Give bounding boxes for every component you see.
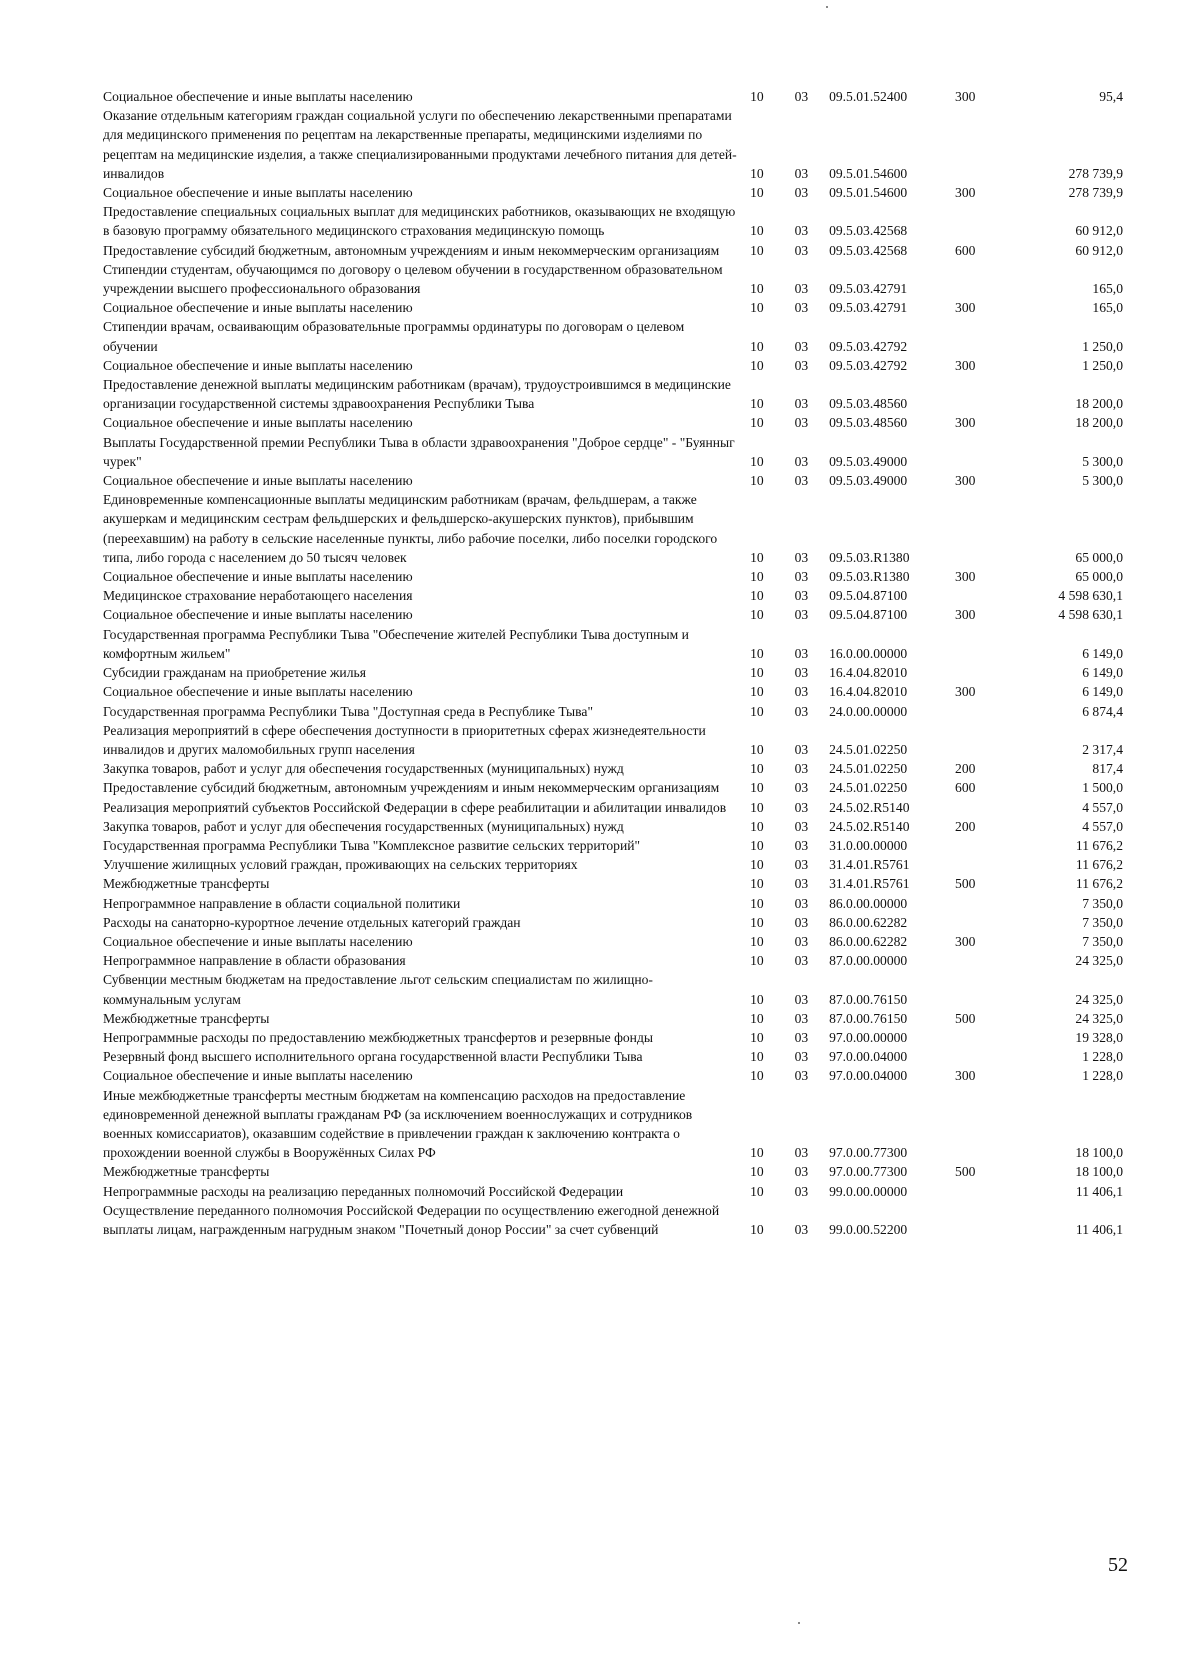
row-expense-type <box>955 317 1007 355</box>
row-target-article: 09.5.01.54600 <box>829 165 908 181</box>
row-subsection: 03 <box>794 473 809 489</box>
row-name: Медицинское страхование неработающего населения <box>103 588 413 604</box>
table-row <box>103 413 1123 432</box>
row-name: Выплаты Государственной премии Республики Тыва в области здравоохранения "Доброе сердце" - "Буянныг чурек" <box>103 434 735 469</box>
row-expense-type <box>955 855 1007 874</box>
row-expense-type: 600 <box>955 780 976 796</box>
row-amount: 11 406,1 <box>1075 1183 1123 1199</box>
row-amount: 65 000,0 <box>1075 569 1123 585</box>
table-row <box>103 663 1123 682</box>
row-subsection: 03 <box>794 1049 809 1065</box>
row-expense-type: 300 <box>955 569 976 585</box>
row-amount: 4 598 630,1 <box>1058 588 1123 604</box>
row-amount: 1 228,0 <box>1082 1068 1123 1084</box>
table-row <box>103 202 1123 240</box>
row-subsection: 03 <box>794 165 809 181</box>
row-amount: 1 250,0 <box>1082 357 1123 373</box>
scan-speck <box>798 1622 800 1624</box>
row-target-article: 09.5.03.48560 <box>829 415 908 431</box>
row-section: 10 <box>750 300 764 316</box>
row-amount: 1 228,0 <box>1082 1049 1123 1065</box>
row-amount: 5 300,0 <box>1082 473 1123 489</box>
row-target-article: 87.0.00.76150 <box>829 991 908 1007</box>
row-section: 10 <box>750 1221 764 1237</box>
row-subsection: 03 <box>794 242 809 258</box>
table-row <box>103 375 1123 413</box>
row-section: 10 <box>750 799 764 815</box>
row-expense-type <box>955 1028 1007 1047</box>
row-subsection: 03 <box>794 761 809 777</box>
row-target-article: 97.0.00.04000 <box>829 1049 908 1065</box>
row-expense-type: 300 <box>955 607 976 623</box>
table-row <box>103 87 1123 106</box>
row-section: 10 <box>750 473 764 489</box>
row-section: 10 <box>750 549 764 565</box>
row-name: Государственная программа Республики Тыва "Доступная среда в Республике Тыва" <box>103 703 593 719</box>
table-row <box>103 1086 1123 1163</box>
row-amount: 18 200,0 <box>1075 396 1123 412</box>
row-expense-type <box>955 586 1007 605</box>
table-row <box>103 1028 1123 1047</box>
row-section: 10 <box>750 741 764 757</box>
row-name: Предоставление специальных социальных выплат для медицинских работников, оказывающих не входящую в базовую программу обязательного медицинского страхования медицинскую помощь <box>103 204 736 239</box>
row-target-article: 16.4.04.82010 <box>829 665 908 681</box>
row-expense-type <box>955 375 1007 413</box>
row-section: 10 <box>750 89 764 104</box>
row-section: 10 <box>750 242 764 258</box>
row-expense-type <box>955 1086 1007 1163</box>
row-name: Предоставление субсидий бюджетным, автономным учреждениям и иным некоммерческим организациям <box>103 242 720 258</box>
row-target-article: 09.5.03.R1380 <box>829 569 910 585</box>
row-subsection: 03 <box>794 549 809 565</box>
row-subsection: 03 <box>794 665 809 681</box>
row-name: Непрограммное направление в области социальной политики <box>103 895 461 911</box>
row-expense-type: 200 <box>955 818 976 834</box>
row-amount: 1 250,0 <box>1082 338 1123 354</box>
table-row <box>103 605 1123 624</box>
row-section: 10 <box>750 914 764 930</box>
row-expense-type: 300 <box>955 684 976 700</box>
row-expense-type <box>955 663 1007 682</box>
row-name: Предоставление субсидий бюджетным, автономным учреждениям и иным некоммерческим организациям <box>103 780 720 796</box>
row-expense-type <box>955 1201 1007 1239</box>
row-name: Реализация мероприятий субъектов Российской Федерации в сфере реабилитации и абилитации инвалидов <box>103 799 727 815</box>
row-target-article: 09.5.03.49000 <box>829 453 908 469</box>
row-section: 10 <box>750 453 764 469</box>
row-amount: 95,4 <box>1099 89 1123 104</box>
row-subsection: 03 <box>794 991 809 1007</box>
row-subsection: 03 <box>794 818 809 834</box>
row-section: 10 <box>750 223 764 239</box>
row-expense-type: 500 <box>955 1164 976 1180</box>
row-target-article: 31.4.01.R5761 <box>829 857 910 873</box>
row-amount: 60 912,0 <box>1075 223 1123 239</box>
row-section: 10 <box>750 857 764 873</box>
table-row <box>103 913 1123 932</box>
row-name: Единовременные компенсационные выплаты медицинским работникам (врачам, фельдшерам, а также акушеркам и медицинским сестрам фельдшерских и фельдшерско-акушерских пунктов), прибывшим (переехавшим) на работу в сельские населенные пункты, либо рабочие поселки, либо поселки городского типа, либо города с населением до 50 тысяч человек <box>103 492 718 565</box>
row-expense-type <box>955 798 1007 817</box>
row-expense-type: 300 <box>955 185 976 201</box>
table-row <box>103 1047 1123 1066</box>
row-target-article: 16.0.00.00000 <box>829 645 908 661</box>
row-amount: 11 676,2 <box>1075 837 1123 853</box>
row-expense-type <box>955 625 1007 663</box>
row-amount: 7 350,0 <box>1082 914 1123 930</box>
row-target-article: 87.0.00.00000 <box>829 953 908 969</box>
row-amount: 18 100,0 <box>1075 1164 1123 1180</box>
table-row <box>103 625 1123 663</box>
table-row <box>103 106 1123 183</box>
row-subsection: 03 <box>794 857 809 873</box>
row-target-article: 86.0.00.62282 <box>829 914 908 930</box>
table-row <box>103 1009 1123 1028</box>
row-expense-type: 500 <box>955 1010 976 1026</box>
row-subsection: 03 <box>794 415 809 431</box>
row-amount: 1 500,0 <box>1082 780 1123 796</box>
row-section: 10 <box>750 1164 764 1180</box>
row-name: Стипендии врачам, осваивающим образовательные программы ординатуры по договорам о целевом обучении <box>103 319 685 354</box>
row-amount: 19 328,0 <box>1075 1029 1123 1045</box>
table-row <box>103 894 1123 913</box>
row-subsection: 03 <box>794 1221 809 1237</box>
row-name: Социальное обеспечение и иные выплаты населению <box>103 684 413 700</box>
page-number: 52 <box>1108 1554 1128 1576</box>
row-expense-type: 300 <box>955 415 976 431</box>
row-section: 10 <box>750 1049 764 1065</box>
row-expense-type: 500 <box>955 876 976 892</box>
table-row <box>103 260 1123 298</box>
row-target-article: 24.5.01.02250 <box>829 761 908 777</box>
row-amount: 11 406,1 <box>1075 1221 1123 1237</box>
row-name: Межбюджетные трансферты <box>103 1164 270 1180</box>
row-amount: 165,0 <box>1092 300 1123 316</box>
row-section: 10 <box>750 780 764 796</box>
row-name: Социальное обеспечение и иные выплаты населению <box>103 569 413 585</box>
row-name: Реализация мероприятий в сфере обеспечения доступности в приоритетных сферах жизнедеятельности инвалидов и других маломобильных групп населения <box>103 722 706 757</box>
row-section: 10 <box>750 185 764 201</box>
row-section: 10 <box>750 607 764 623</box>
table-row <box>103 1066 1123 1085</box>
row-name: Осуществление переданного полномочия Российской Федерации по осуществлению ежегодной денежной выплаты лицам, награжденным нагрудным знаком "Почетный донор России" за счет субвенций <box>103 1202 720 1237</box>
table-row <box>103 567 1123 586</box>
row-name: Предоставление денежной выплаты медицинским работникам (врачам), трудоустроившимся в медицинские организации государственной системы здравоохранения Республики Тыва <box>103 377 731 412</box>
row-subsection: 03 <box>794 338 809 354</box>
table-row <box>103 836 1123 855</box>
table-row <box>103 317 1123 355</box>
row-target-article: 97.0.00.00000 <box>829 1029 908 1045</box>
row-section: 10 <box>750 837 764 853</box>
row-target-article: 99.0.00.00000 <box>829 1183 908 1199</box>
row-expense-type <box>955 202 1007 240</box>
row-name: Социальное обеспечение и иные выплаты населению <box>103 185 413 201</box>
scan-speck <box>826 6 828 8</box>
row-expense-type <box>955 836 1007 855</box>
row-name: Субвенции местным бюджетам на предоставление льгот сельским специалистам по жилищно-коммунальным услугам <box>103 972 653 1007</box>
table-row <box>103 970 1123 1008</box>
row-amount: 817,4 <box>1092 761 1123 777</box>
row-subsection: 03 <box>794 223 809 239</box>
table-row <box>103 241 1123 260</box>
row-target-article: 24.5.02.R5140 <box>829 818 910 834</box>
row-amount: 6 149,0 <box>1082 665 1123 681</box>
table-row <box>103 817 1123 836</box>
table-row <box>103 1201 1123 1239</box>
row-expense-type <box>955 970 1007 1008</box>
row-target-article: 31.4.01.R5761 <box>829 876 910 892</box>
row-section: 10 <box>750 1145 764 1161</box>
row-section: 10 <box>750 569 764 585</box>
row-expense-type <box>955 1047 1007 1066</box>
row-expense-type <box>955 721 1007 759</box>
row-name: Государственная программа Республики Тыва "Комплексное развитие сельских территорий" <box>103 837 641 853</box>
row-target-article: 16.4.04.82010 <box>829 684 908 700</box>
row-target-article: 09.5.03.42791 <box>829 300 908 316</box>
table-row <box>103 702 1123 721</box>
row-target-article: 09.5.03.48560 <box>829 396 908 412</box>
row-section: 10 <box>750 396 764 412</box>
table-row <box>103 759 1123 778</box>
row-section: 10 <box>750 588 764 604</box>
row-target-article: 24.0.00.00000 <box>829 703 908 719</box>
row-amount: 6 874,4 <box>1082 703 1123 719</box>
row-target-article: 97.0.00.77300 <box>829 1164 908 1180</box>
table-row <box>103 932 1123 951</box>
row-subsection: 03 <box>794 300 809 316</box>
row-amount: 6 149,0 <box>1082 645 1123 661</box>
row-amount: 7 350,0 <box>1082 895 1123 911</box>
row-section: 10 <box>750 1068 764 1084</box>
row-target-article: 24.5.01.02250 <box>829 780 908 796</box>
row-expense-type: 300 <box>955 933 976 949</box>
row-section: 10 <box>750 1010 764 1026</box>
table-row <box>103 682 1123 701</box>
row-section: 10 <box>750 415 764 431</box>
table-row <box>103 721 1123 759</box>
row-name: Субсидии гражданам на приобретение жилья <box>103 665 366 681</box>
row-section: 10 <box>750 703 764 719</box>
row-amount: 60 912,0 <box>1075 242 1123 258</box>
row-target-article: 09.5.03.R1380 <box>829 549 910 565</box>
row-subsection: 03 <box>794 1164 809 1180</box>
row-subsection: 03 <box>794 780 809 796</box>
row-expense-type: 300 <box>955 89 976 104</box>
row-subsection: 03 <box>794 569 809 585</box>
row-name: Иные межбюджетные трансферты местным бюджетам на компенсацию расходов на предоставление единовременной денежной выплаты гражданам РФ (за исключением военнослужащих и сотрудников военных комиссариатов), оказавшим содействие в привлечении граждан к заключению контракта о прохождении военной службы в Вооружённых Силах РФ <box>103 1087 693 1161</box>
row-name: Социальное обеспечение и иные выплаты населению <box>103 1068 413 1084</box>
row-target-article: 87.0.00.76150 <box>829 1010 908 1026</box>
row-target-article: 97.0.00.04000 <box>829 1068 908 1084</box>
row-subsection: 03 <box>794 396 809 412</box>
row-target-article: 24.5.01.02250 <box>829 741 908 757</box>
row-target-article: 09.5.03.42792 <box>829 338 908 354</box>
row-amount: 65 000,0 <box>1075 549 1123 565</box>
row-name: Социальное обеспечение и иные выплаты населению <box>103 357 413 373</box>
table-row <box>103 1182 1123 1201</box>
row-subsection: 03 <box>794 684 809 700</box>
row-name: Межбюджетные трансферты <box>103 876 270 892</box>
table-row <box>103 855 1123 874</box>
row-amount: 11 676,2 <box>1075 876 1123 892</box>
row-name: Непрограммное направление в области образования <box>103 953 406 969</box>
row-name: Социальное обеспечение и иные выплаты населению <box>103 607 413 623</box>
row-amount: 165,0 <box>1092 281 1123 297</box>
row-target-article: 09.5.01.52400 <box>829 89 908 104</box>
row-amount: 18 100,0 <box>1075 1145 1123 1161</box>
row-subsection: 03 <box>794 1068 809 1084</box>
row-name: Межбюджетные трансферты <box>103 1010 270 1026</box>
row-name: Непрограммные расходы на реализацию переданных полномочий Российской Федерации <box>103 1183 624 1199</box>
row-subsection: 03 <box>794 357 809 373</box>
row-subsection: 03 <box>794 895 809 911</box>
row-amount: 278 739,9 <box>1068 165 1123 181</box>
budget-table <box>103 87 1123 1239</box>
row-target-article: 09.5.03.42568 <box>829 223 908 239</box>
row-expense-type <box>955 433 1007 471</box>
row-expense-type: 200 <box>955 761 976 777</box>
row-expense-type: 300 <box>955 473 976 489</box>
row-section: 10 <box>750 761 764 777</box>
row-amount: 5 300,0 <box>1082 453 1123 469</box>
table-row <box>103 433 1123 471</box>
row-section: 10 <box>750 665 764 681</box>
row-expense-type: 300 <box>955 1068 976 1084</box>
row-expense-type <box>955 106 1007 183</box>
row-section: 10 <box>750 165 764 181</box>
table-row <box>103 356 1123 375</box>
row-subsection: 03 <box>794 185 809 201</box>
table-row <box>103 490 1123 567</box>
row-subsection: 03 <box>794 453 809 469</box>
row-name: Социальное обеспечение и иные выплаты населению <box>103 89 413 104</box>
row-section: 10 <box>750 876 764 892</box>
row-expense-type <box>955 951 1007 970</box>
row-section: 10 <box>750 684 764 700</box>
row-target-article: 86.0.00.00000 <box>829 895 908 911</box>
row-subsection: 03 <box>794 703 809 719</box>
row-subsection: 03 <box>794 281 809 297</box>
row-target-article: 09.5.04.87100 <box>829 607 908 623</box>
row-section: 10 <box>750 991 764 1007</box>
row-target-article: 09.5.04.87100 <box>829 588 908 604</box>
row-subsection: 03 <box>794 837 809 853</box>
row-name: Социальное обеспечение и иные выплаты населению <box>103 415 413 431</box>
row-section: 10 <box>750 1183 764 1199</box>
row-subsection: 03 <box>794 1029 809 1045</box>
row-name: Социальное обеспечение и иные выплаты населению <box>103 933 413 949</box>
row-section: 10 <box>750 357 764 373</box>
row-expense-type <box>955 894 1007 913</box>
table-row <box>103 586 1123 605</box>
row-amount: 11 676,2 <box>1075 857 1123 873</box>
table-row <box>103 874 1123 893</box>
table-row <box>103 1162 1123 1181</box>
row-expense-type: 600 <box>955 242 976 258</box>
row-target-article: 09.5.03.42792 <box>829 357 908 373</box>
row-target-article: 99.0.00.52200 <box>829 1221 908 1237</box>
row-name: Расходы на санаторно-курортное лечение отдельных категорий граждан <box>103 914 521 930</box>
row-expense-type: 300 <box>955 357 976 373</box>
row-target-article: 09.5.03.42568 <box>829 242 908 258</box>
row-name: Социальное обеспечение и иные выплаты населению <box>103 473 413 489</box>
table-row <box>103 183 1123 202</box>
table-row <box>103 778 1123 797</box>
row-expense-type <box>955 1182 1007 1201</box>
row-target-article: 97.0.00.77300 <box>829 1145 908 1161</box>
row-amount: 4 598 630,1 <box>1058 607 1123 623</box>
row-amount: 4 557,0 <box>1082 818 1123 834</box>
row-name: Государственная программа Республики Тыва "Обеспечение жителей Республики Тыва доступным и комфортным жильем" <box>103 626 689 661</box>
row-expense-type: 300 <box>955 300 976 316</box>
row-subsection: 03 <box>794 1183 809 1199</box>
row-expense-type <box>955 702 1007 721</box>
row-subsection: 03 <box>794 876 809 892</box>
row-name: Оказание отдельным категориям граждан социальной услуги по обеспечению лекарственными препаратами для медицинского применения по рецептам на лекарственные препараты, медицинскими изделиями по рецептам на медицинские изделия, а также специализированными продуктами лечебного питания для детей-инвалидов <box>103 108 737 181</box>
row-expense-type <box>955 490 1007 567</box>
table-row <box>103 798 1123 817</box>
row-amount: 24 325,0 <box>1075 991 1123 1007</box>
row-name: Непрограммные расходы по предоставлению межбюджетных трансфертов и резервные фонды <box>103 1029 654 1045</box>
row-section: 10 <box>750 645 764 661</box>
row-subsection: 03 <box>794 914 809 930</box>
row-expense-type <box>955 260 1007 298</box>
row-amount: 24 325,0 <box>1075 1010 1123 1026</box>
row-subsection: 03 <box>794 89 809 104</box>
row-subsection: 03 <box>794 588 809 604</box>
row-subsection: 03 <box>794 1145 809 1161</box>
row-section: 10 <box>750 953 764 969</box>
row-amount: 6 149,0 <box>1082 684 1123 700</box>
row-subsection: 03 <box>794 799 809 815</box>
row-name: Улучшение жилищных условий граждан, проживающих на сельских территориях <box>103 857 578 873</box>
row-name: Резервный фонд высшего исполнительного органа государственной власти Республики Тыва <box>103 1049 643 1065</box>
row-target-article: 86.0.00.62282 <box>829 933 908 949</box>
row-target-article: 09.5.03.42791 <box>829 281 908 297</box>
row-target-article: 09.5.03.49000 <box>829 473 908 489</box>
row-section: 10 <box>750 933 764 949</box>
row-section: 10 <box>750 1029 764 1045</box>
row-amount: 7 350,0 <box>1082 933 1123 949</box>
row-subsection: 03 <box>794 741 809 757</box>
row-expense-type <box>955 913 1007 932</box>
row-name: Стипендии студентам, обучающимся по договору о целевом обучении в государственном образовательном учреждении высшего профессионального образования <box>103 261 723 297</box>
row-subsection: 03 <box>794 953 809 969</box>
row-section: 10 <box>750 281 764 297</box>
row-subsection: 03 <box>794 1010 809 1026</box>
row-target-article: 09.5.01.54600 <box>829 185 908 201</box>
row-name: Закупка товаров, работ и услуг для обеспечения государственных (муниципальных) нужд <box>103 761 624 777</box>
row-amount: 2 317,4 <box>1082 741 1123 757</box>
table-row <box>103 951 1123 970</box>
row-subsection: 03 <box>794 607 809 623</box>
row-section: 10 <box>750 818 764 834</box>
row-name: Социальное обеспечение и иные выплаты населению <box>103 300 413 316</box>
row-amount: 278 739,9 <box>1068 185 1123 201</box>
row-subsection: 03 <box>794 933 809 949</box>
budget-table-body <box>103 87 1123 1239</box>
row-amount: 4 557,0 <box>1082 799 1123 815</box>
table-row <box>103 471 1123 490</box>
row-subsection: 03 <box>794 645 809 661</box>
row-target-article: 24.5.02.R5140 <box>829 799 910 815</box>
row-amount: 24 325,0 <box>1075 953 1123 969</box>
row-section: 10 <box>750 338 764 354</box>
row-section: 10 <box>750 895 764 911</box>
row-target-article: 31.0.00.00000 <box>829 837 908 853</box>
table-row <box>103 298 1123 317</box>
row-name: Закупка товаров, работ и услуг для обеспечения государственных (муниципальных) нужд <box>103 818 624 834</box>
row-amount: 18 200,0 <box>1075 415 1123 431</box>
